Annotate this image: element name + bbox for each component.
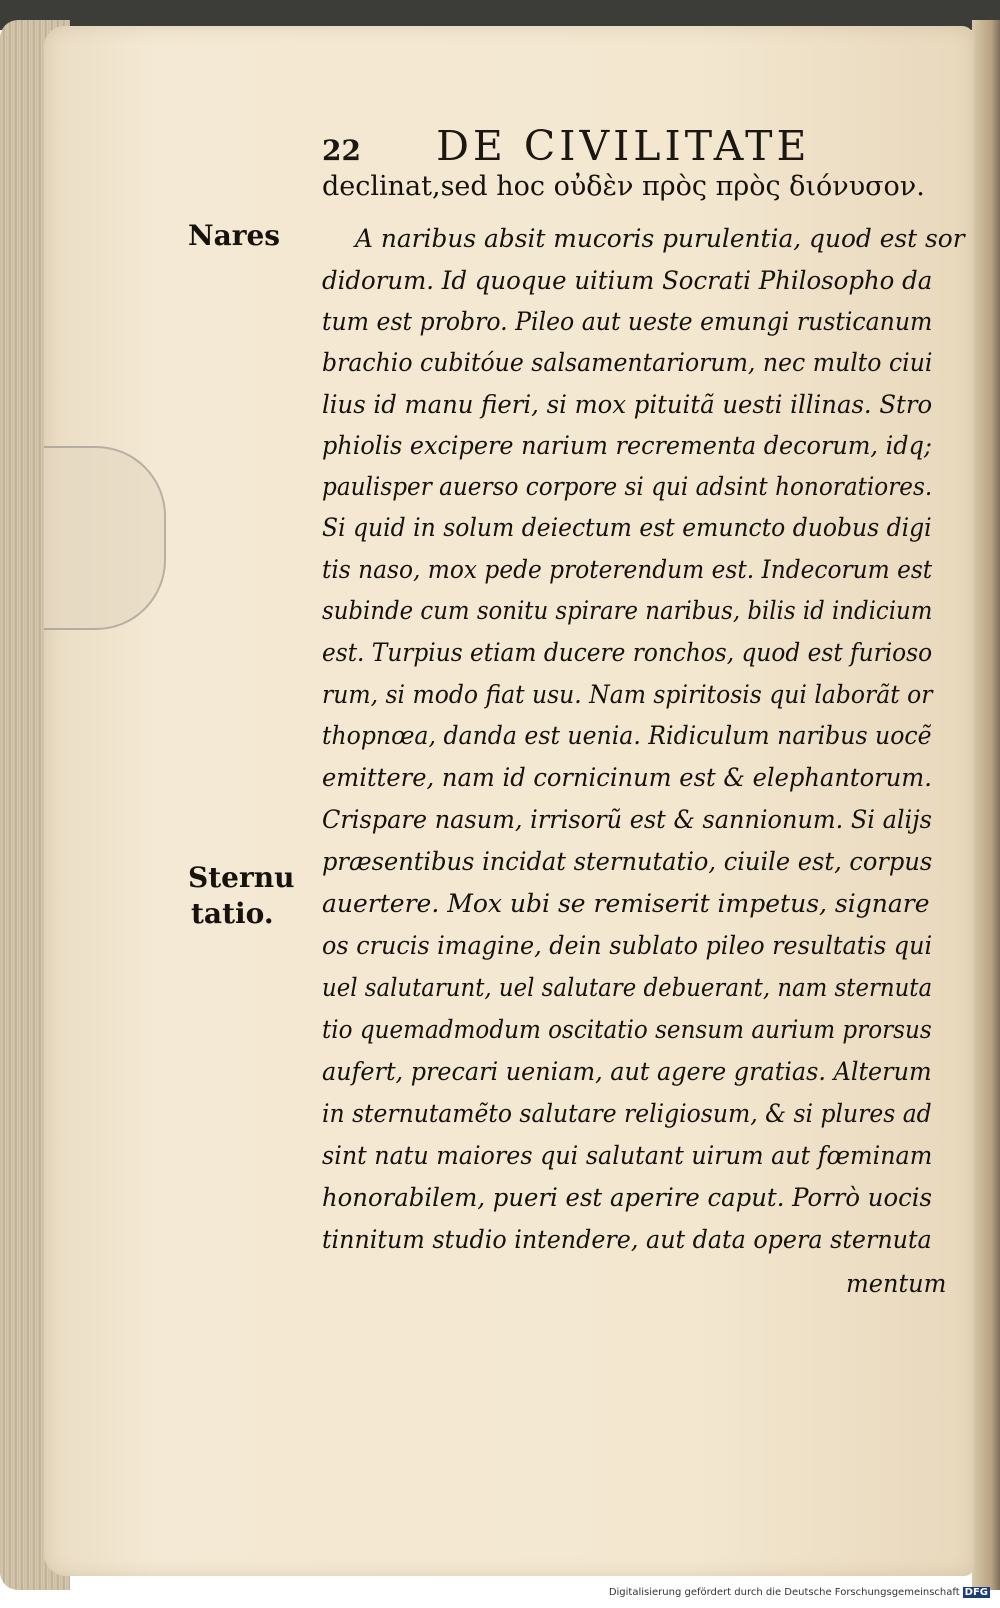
text-line: tinnitum studio intendere, aut data opera sternuta xyxy=(322,1225,932,1254)
text-line: in sternutamẽto salutare religiosum, & si plures ad xyxy=(322,1099,932,1128)
sidenote-nares: Nares xyxy=(188,219,281,252)
text-line: aufert, precari ueniam, aut agere gratias. Alterum xyxy=(322,1057,932,1086)
text-line: rum, si modo fiat usu. Nam spiritosis qui laborãt or xyxy=(322,680,933,709)
footer-text: Digitalisierung gefördert durch die Deutsche Forschungsgemeinschaft xyxy=(608,1587,960,1598)
running-head xyxy=(322,122,922,170)
text-line: uel salutarunt, uel salutare debuerant, nam sternuta xyxy=(322,973,933,1002)
page-title: DE CIVILITATE xyxy=(436,122,811,170)
text-line: tum est probro. Pileo aut ueste emungi rusticanum xyxy=(322,307,933,336)
text-line: brachio cubitóue salsamentariorum, nec multo ciui xyxy=(322,348,933,377)
text-line: subinde cum sonitu spirare naribus, bilis id indicium xyxy=(322,596,933,625)
text-line: declinat,sed hoc οὐδὲν πρὸς πρὸς διόνυσον. xyxy=(322,171,925,202)
sidenote-sternutatio-1: Sternu xyxy=(188,861,295,894)
text-line: phiolis excipere narium recrementa decorum, idq; xyxy=(322,431,932,460)
text-line: emittere, nam id cornicinum est & elephantorum. xyxy=(322,763,932,792)
text-line: Crispare nasum, irrisorũ est & sannionum. Si alijs xyxy=(322,805,932,834)
text-line: honorabilem, pueri est aperire caput. Porrò uocis xyxy=(322,1183,933,1212)
text-line: tis naso, mox pede proterendum est. Indecorum est xyxy=(322,555,933,584)
book-clip xyxy=(44,446,166,630)
footer-credit xyxy=(609,1587,990,1598)
text-line: Si quid in solum deiectum est emuncto duobus digi xyxy=(322,513,932,542)
text-line: præsentibus incidat sternutatio, ciuile est, corpus xyxy=(322,847,933,876)
text-line: A naribus absit mucoris purulentia, quod est sor xyxy=(355,224,965,253)
dfg-logo: DFG xyxy=(964,1587,988,1598)
page-number: 22 xyxy=(322,134,361,167)
text-line: thopnœa, danda est uenia. Ridiculum naribus uocẽ xyxy=(322,721,932,750)
text-line: est. Turpius etiam ducere ronchos, quod est furioso xyxy=(322,638,933,667)
text-line: paulisper auerso corpore si qui adsint honoratiores. xyxy=(322,472,933,501)
text-line: tio quemadmodum oscitatio sensum aurium prorsus xyxy=(322,1015,932,1044)
book-gutter xyxy=(972,20,1000,1590)
text-line: sint natu maiores qui salutant uirum aut fœminam xyxy=(322,1141,933,1170)
text-line: auertere. Mox ubi se remiserit impetus, signare xyxy=(322,889,930,918)
text-line: didorum. Id quoque uitium Socrati Philosopho da xyxy=(322,266,933,295)
text-line: lius id manu fieri, si mox pituitã uesti illinas. Stro xyxy=(322,390,933,419)
text-line: os crucis imagine, dein sublato pileo resultatis qui xyxy=(322,931,933,960)
catchword: mentum xyxy=(846,1269,947,1298)
sidenote-sternutatio-2: tatio. xyxy=(191,897,274,930)
